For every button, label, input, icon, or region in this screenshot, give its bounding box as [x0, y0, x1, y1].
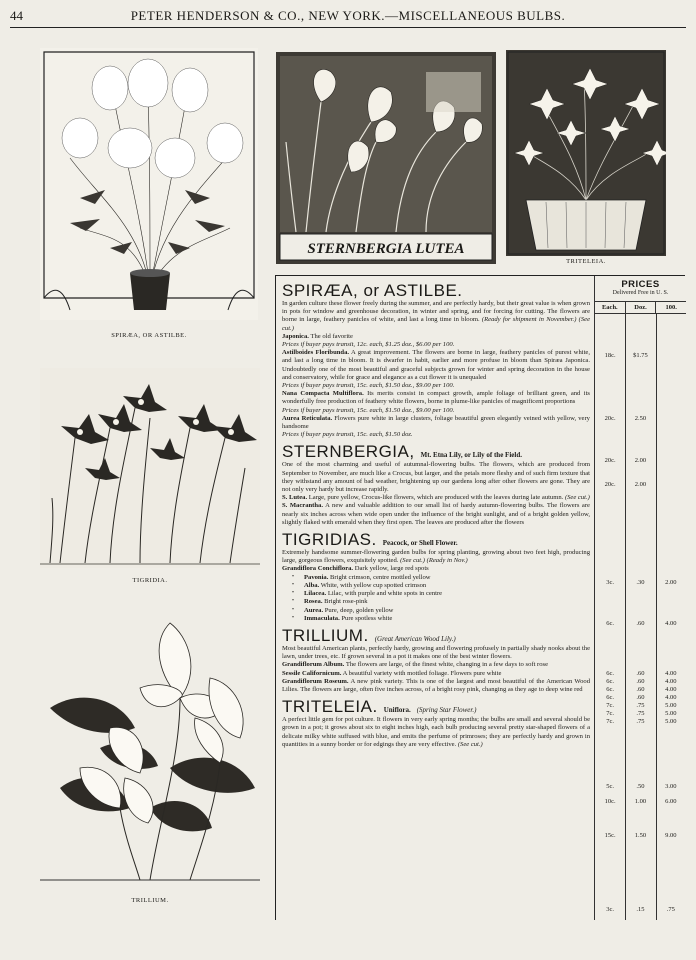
section-subtitle: Mt. Etna Lily, or Lily of the Field. [420, 451, 522, 460]
price-grid [595, 314, 686, 920]
sternbergia-engraving [276, 52, 496, 264]
price-row-alba: 6c. .60 4.00 [606, 686, 677, 693]
item-sessile: Sessile Californicum. A beautiful variety with mottled foliage. Flowers pure white [282, 669, 502, 677]
item-japonica-transit: Prices if buyer pays transit, 12c. each, $1.25 doz., $6.00 per 100. [282, 341, 455, 349]
section-spiraea [282, 282, 590, 439]
item-japonica: Japonica. The old favorite [282, 332, 353, 340]
section-header [282, 698, 590, 716]
triteleia-caption: TRITELEIA. [566, 258, 606, 265]
item-lilacea: " Lilacea. Lilac, with purple and white spots in centre [291, 590, 443, 598]
section-subtitle: (Great American Wood Lily.) [374, 634, 456, 643]
section-triteleia [282, 698, 590, 749]
item-macrantha: S. Macrantha. A new and valuable addition to our small list of hardy autumn-flowering bulbs. The flowers are nearly six inches across when wide open under the influence of the bright sunlight, and of a bright golden yellow, slightly flaked with emerald when they first open. The leaves are produced after the flowers [282, 502, 590, 526]
price-divider [656, 314, 657, 920]
tigridia-engraving [40, 368, 260, 568]
sternbergia-banner: STERNBERGIA LUTEA [307, 241, 465, 257]
section-intro: Extremely handsome summer-flowering garden bulbs for spring planting, growing about two feet high, producing large, gorgeous flowers, exquisitely spotted. (See cut.) (Ready in Nov.) [282, 549, 590, 565]
price-row-aurea: 7c. .75 5.00 [606, 710, 677, 717]
spiraea-caption: SPIRÆA, OR ASTILBE. [111, 332, 187, 339]
price-column [594, 276, 686, 920]
section-subtitle-note: (Spring Star Flower.) [416, 706, 477, 715]
section-intro: Most beautiful American plants, perfectly hardy, growing and flowering profusely in partially shady nooks about the lawn, under trees, etc. If grown several in a pot it makes one of the best winter flowers. [282, 644, 590, 661]
item-pavonia: " Pavonia. Bright crimson, centre mottled yellow [291, 573, 431, 581]
price-col-100: 100. [656, 301, 686, 314]
price-row-reticulata: 20c. 2.00 [604, 481, 647, 488]
price-row-rosea: 7c. .75 5.00 [606, 702, 677, 709]
price-row-lilacea: 6c. .60 4.00 [606, 694, 677, 701]
price-row-japonica: 18c. $1.75 [604, 352, 648, 359]
page-header [10, 2, 686, 28]
item-floribunda: Astilboides Floribunda. A great improvement. The flowers are borne in large, feathery panicles of purest white, and last a long time in bloom. It is dwarfer in habit, earlier and more profuse in bloom than Spiræa Japonica. Undoubtedly one of the most beautiful and graceful subjects grown for winter and spring decoration in the house and conservatory, while for grace and elegance as a cut flower it is unequaled [282, 349, 590, 381]
price-divider [625, 314, 626, 920]
section-sternbergia [282, 443, 590, 527]
tigridia-caption: TIGRIDIA. [132, 577, 168, 584]
price-col-each: Each. [595, 301, 626, 314]
spiraea-illustration [40, 48, 258, 320]
item-aurea: " Aurea. Pure, deep, golden yellow [291, 606, 394, 614]
price-row-conchiflora: 6c. .60 4.00 [606, 670, 677, 677]
price-row-roseum: 15c. 1.50 9.00 [604, 832, 677, 839]
trillium-caption: TRILLIUM. [131, 897, 169, 904]
section-subtitle: Peacock, or Shell Flower. [382, 539, 458, 548]
triteleia-illustration [506, 50, 666, 256]
price-row-lutea: 3c. .30 2.00 [606, 579, 677, 586]
price-row-floribunda: 20c. 2.50 [604, 415, 647, 422]
price-row-uniflora: 3c. .15 .75 [606, 906, 675, 913]
section-title: TIGRIDIAS. [282, 530, 377, 550]
price-row-pavonia: 6c. .60 4.00 [606, 678, 677, 685]
price-row-compacta: 20c. 2.00 [604, 457, 647, 464]
section-intro: One of the most charming and useful of autumnal-flowering bulbs. The flowers, which are produced from September to November, are much like a Crocus, but larger, and the petals more fleshy and of such firm texture that they withstand any amount of bad weather, brightening up our gardens long after other flowers are gone. They are not only very hardy but increase rapidly. [282, 461, 590, 494]
section-title: STERNBERGIA, [282, 442, 415, 462]
trillium-engraving [40, 618, 260, 888]
item-reticulata: Aurea Reticulata. Flowers pure white in large clusters, foliage beautiful green elegantly veined with yellow, very handsome [282, 414, 590, 431]
section-tigridias [282, 531, 590, 623]
section-header [282, 531, 590, 549]
item-floribunda-transit: Prices if buyer pays transit, 15c. each, $1.50 doz., $9.00 per 100. [282, 382, 455, 390]
item-rosea: " Rosea. Bright rose-pink [291, 598, 368, 606]
price-title: PRICES [621, 279, 660, 290]
section-header [282, 282, 590, 300]
spiraea-engraving [40, 48, 258, 320]
price-row-sessile: 10c. 1.00 6.00 [604, 798, 677, 805]
price-header [595, 276, 686, 314]
triteleia-engraving [506, 50, 666, 256]
item-compacta-transit: Prices if buyer pays transit, 15c. each, $1.50 doz., $9.00 per 100. [282, 406, 455, 414]
section-header [282, 627, 590, 645]
item-album: Grandiflorum Album. The flowers are large, of the finest white, changing in a few days to soft rose [282, 661, 549, 669]
description-column [282, 282, 590, 749]
item-conchiflora: Grandiflora Conchiflora. Dark yellow, large red spots [282, 565, 429, 573]
item-lutea: S. Lutea. Large, pure yellow, Crocus-like flowers, which are produced with the leaves during late autumn. (See cut.) [282, 494, 590, 502]
section-title: TRILLIUM. [282, 625, 369, 645]
price-subtitle: Delivered Free in U. S. [612, 290, 669, 296]
section-title: SPIRÆA, or ASTILBE. [282, 281, 463, 300]
page-number: 44 [10, 8, 23, 23]
price-row-immaculata: 7c. .75 5.00 [606, 718, 677, 725]
price-column-headers [595, 301, 686, 314]
section-subtitle: Uniflora. [383, 706, 411, 715]
item-immaculata: " Immaculata. Pure spotless white [291, 614, 393, 622]
item-roseum: Grandiflorum Roseum. A new pink variety. This is one of the largest and most beautiful of the American Wood Lilies. The flowers are large, often five inches across, of a bright rosy pink, changing as they age to deep wine red [282, 677, 590, 693]
section-title: TRITELEIA. [282, 697, 378, 717]
section-header [282, 443, 590, 461]
price-row-album: 5c. .50 3.00 [606, 783, 677, 790]
item-alba: " Alba. White, with yellow cup spotted crimson [291, 581, 427, 589]
section-intro: In garden culture these flower freely during the summer, and are perfectly hardy, but their great value is when grown in pots for window and greenhouse decoration, in winter and spring, and for forcing for cutting. The flowers are borne in large, feathery panicles of white, and last a long time in bloom. (Ready for shipment in November.) (See cut.) [282, 300, 590, 332]
item-reticulata-transit: Prices if buyer pays transit, 15c. each, $1.50 doz. [282, 431, 413, 439]
section-trillium [282, 627, 590, 694]
running-head: PETER HENDERSON & CO., NEW YORK.—MISCELLANEOUS BULBS. [130, 8, 566, 23]
price-row-macrantha: 6c. .60 4.00 [606, 620, 677, 627]
sternbergia-illustration [276, 52, 496, 264]
tigridia-illustration [40, 368, 260, 568]
item-compacta: Nana Compacta Multiflora. Its merits consist in compact growth, ample foliage of brilliant green, and its wonderfully free production of feathery white flowers, borne in plume-like panicles of magnificent proportions [282, 390, 590, 406]
section-intro: A perfect little gem for pot culture. It flowers in very early spring months; the bulbs are small and several should be grown in a pot; it grows about six to eight inches high, each bulb producing several pretty star-shaped flowers of a delicate milky white suffused with blue, and emits the perfume of primroses; they are perfectly hardy and grown in quantities in a sunny border or for edgings they are very effective. (See cut.) [282, 716, 590, 748]
trillium-illustration [40, 618, 260, 888]
price-col-doz: Doz. [626, 301, 657, 314]
catalog-text-column [275, 275, 685, 920]
